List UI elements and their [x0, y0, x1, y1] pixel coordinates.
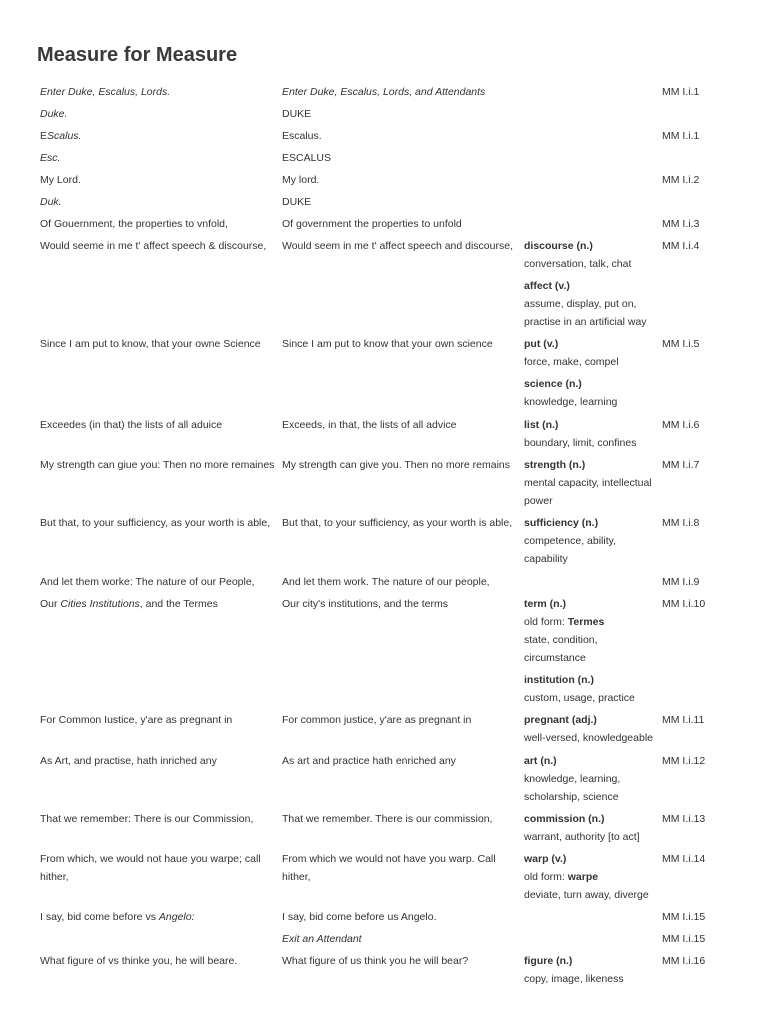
glossary-cell	[524, 752, 662, 810]
modern-text	[282, 335, 524, 416]
modern-line: From which we would not have you warp. Call hither,	[282, 853, 496, 883]
glossary-cell	[524, 416, 662, 456]
folio-text	[0, 193, 282, 215]
table-row	[0, 752, 768, 810]
glossary-entry	[524, 277, 662, 331]
table-row	[0, 416, 768, 456]
glossary-cell	[524, 127, 662, 149]
folio-text	[0, 105, 282, 127]
glossary-entry	[524, 514, 662, 568]
line-reference: MM I.i.5	[662, 338, 700, 350]
glossary-cell	[524, 952, 662, 992]
folio-text	[0, 711, 282, 752]
glossary-cell	[524, 171, 662, 193]
glossary-cell	[524, 930, 662, 952]
folio-text	[0, 215, 282, 237]
modern-text	[282, 127, 524, 149]
page-title: Measure for Measure	[37, 44, 238, 66]
modern-line: My strength can give you. Then no more remains	[282, 459, 511, 471]
modern-line: Our city's institutions, and the terms	[282, 598, 448, 610]
glossary-old-form	[524, 868, 662, 886]
table-row	[0, 810, 768, 850]
glossary-definition: deviate, turn away, diverge	[524, 889, 649, 901]
folio-italic: Cities Institutions	[60, 598, 140, 610]
modern-line: For common justice, y'are as pregnant in	[282, 714, 472, 726]
modern-line: But that, to your sufficiency, as your worth is able,	[282, 517, 513, 529]
modern-text	[282, 416, 524, 456]
folio-text	[0, 908, 282, 930]
table-row	[0, 105, 768, 127]
modern-text	[282, 171, 524, 193]
glossary-entry	[524, 237, 662, 273]
folio-line: For Common Iustice, y'are as pregnant in	[40, 714, 233, 726]
glossary-entry	[524, 850, 662, 904]
modern-line: Of government the properties to unfold	[282, 218, 462, 230]
table-row	[0, 711, 768, 752]
glossary-cell	[524, 514, 662, 573]
folio-line: As Art, and practise, hath inriched any	[40, 755, 217, 767]
folio-line: What figure of vs thinke you, he will beare.	[40, 955, 238, 967]
line-reference: MM I.i.3	[662, 218, 700, 230]
line-reference: MM I.i.8	[662, 517, 700, 529]
glossary-headword: institution (n.)	[524, 674, 594, 686]
glossary-definition: power	[524, 495, 553, 507]
line-reference: MM I.i.2	[662, 174, 700, 186]
line-reference: MM I.i.7	[662, 459, 700, 471]
folio-text	[0, 83, 282, 105]
glossary-cell	[524, 335, 662, 416]
folio-line: Esc.	[40, 152, 61, 164]
folio-text	[0, 416, 282, 456]
modern-text	[282, 105, 524, 127]
old-form-word: Termes	[567, 616, 605, 628]
line-reference: MM I.i.10	[662, 598, 706, 610]
glossary-cell	[524, 573, 662, 595]
modern-text	[282, 149, 524, 171]
folio-fragment: , and the Termes	[139, 598, 218, 610]
glossary-cell	[524, 237, 662, 335]
glossary-headword: term (n.)	[524, 598, 566, 610]
modern-text	[282, 952, 524, 992]
text-table	[0, 83, 768, 992]
folio-line: Since I am put to know, that your owne Science	[40, 338, 261, 350]
table-row	[0, 456, 768, 514]
line-reference: MM I.i.16	[662, 955, 706, 967]
folio-speaker: Scalus.	[47, 130, 82, 142]
modern-text	[282, 237, 524, 335]
table-row	[0, 595, 768, 711]
table-row	[0, 171, 768, 193]
glossary-definition: copy, image, likeness	[524, 973, 624, 985]
line-reference: MM I.i.1	[662, 86, 700, 98]
glossary-entry	[524, 711, 662, 747]
table-row	[0, 952, 768, 992]
glossary-cell	[524, 105, 662, 127]
glossary-headword: pregnant (adj.)	[524, 714, 597, 726]
line-reference: MM I.i.15	[662, 911, 706, 923]
folio-line: Duke.	[40, 108, 68, 120]
glossary-definition: knowledge, learning	[524, 396, 618, 408]
glossary-headword: affect (v.)	[524, 280, 570, 292]
glossary-definition: custom, usage, practice	[524, 692, 635, 704]
glossary-entry	[524, 416, 662, 452]
glossary-entry	[524, 456, 662, 510]
folio-line: Duk.	[40, 196, 62, 208]
modern-line: And let them work. The nature of our people,	[282, 576, 490, 588]
glossary-cell	[524, 850, 662, 908]
glossary-entry	[524, 335, 662, 371]
modern-text	[282, 595, 524, 711]
modern-text	[282, 711, 524, 752]
glossary-definition: practise in an artificial way	[524, 316, 647, 328]
modern-text	[282, 908, 524, 930]
line-reference: MM I.i.12	[662, 755, 706, 767]
table-row	[0, 850, 768, 908]
glossary-definition: capability	[524, 553, 568, 565]
glossary-definition: knowledge, learning,	[524, 773, 621, 785]
glossary-cell	[524, 908, 662, 930]
table-row	[0, 83, 768, 105]
table-row	[0, 335, 768, 416]
modern-line: Exit an Attendant	[282, 933, 362, 945]
modern-line: What figure of us think you he will bear?	[282, 955, 469, 967]
modern-line: Enter Duke, Escalus, Lords, and Attendants	[282, 86, 486, 98]
modern-text	[282, 514, 524, 573]
glossary-headword: strength (n.)	[524, 459, 586, 471]
table-row	[0, 215, 768, 237]
folio-text	[0, 171, 282, 193]
glossary-definition: scholarship, science	[524, 791, 619, 803]
table-row	[0, 149, 768, 171]
glossary-definition: state, condition,	[524, 634, 598, 646]
glossary-headword: science (n.)	[524, 378, 582, 390]
old-form-word: warpe	[567, 871, 599, 883]
modern-text	[282, 456, 524, 514]
glossary-entry	[524, 752, 662, 806]
modern-line: DUKE	[282, 196, 312, 208]
folio-fragment: I say, bid come before vs	[40, 911, 159, 923]
glossary-definition: boundary, limit, confines	[524, 437, 637, 449]
old-form-label: old form:	[524, 871, 568, 883]
folio-fragment: Our	[40, 598, 61, 610]
modern-text	[282, 193, 524, 215]
folio-text	[0, 573, 282, 595]
folio-text	[0, 456, 282, 514]
folio-text	[0, 149, 282, 171]
glossary-headword: warp (v.)	[524, 853, 567, 865]
glossary-definition: warrant, authority [to act]	[524, 831, 640, 843]
glossary-headword: put (v.)	[524, 338, 559, 350]
glossary-cell	[524, 193, 662, 215]
folio-italic: Angelo:	[158, 911, 195, 923]
folio-line: Of Gouernment, the properties to vnfold,	[40, 218, 228, 230]
glossary-entry	[524, 375, 662, 411]
table-row	[0, 193, 768, 215]
modern-line: DUKE	[282, 108, 312, 120]
table-row	[0, 127, 768, 149]
table-row	[0, 237, 768, 335]
glossary-definition: force, make, compel	[524, 356, 619, 368]
glossary-cell	[524, 215, 662, 237]
glossary-cell	[524, 810, 662, 850]
folio-line: Would seeme in me t' affect speech & discourse,	[40, 240, 267, 252]
folio-line: That we remember: There is our Commission,	[40, 813, 254, 825]
glossary-definition: circumstance	[524, 652, 586, 664]
modern-line: Exceeds, in that, the lists of all advice	[282, 419, 457, 431]
modern-text	[282, 850, 524, 908]
glossary-cell	[524, 595, 662, 711]
line-reference: MM I.i.15	[662, 933, 706, 945]
folio-text	[0, 850, 282, 908]
glossary-definition: mental capacity, intellectual	[524, 477, 652, 489]
glossary-entry	[524, 810, 662, 846]
glossary-headword: sufficiency (n.)	[524, 517, 599, 529]
line-reference: MM I.i.6	[662, 419, 700, 431]
glossary-headword: list (n.)	[524, 419, 559, 431]
table-row	[0, 908, 768, 930]
folio-line: My strength can giue you: Then no more remaines	[40, 459, 275, 471]
folio-line: Exceedes (in that) the lists of all aduice	[40, 419, 223, 431]
folio-text	[0, 930, 282, 952]
old-form-label: old form:	[524, 616, 568, 628]
glossary-cell	[524, 456, 662, 514]
glossary-cell	[524, 711, 662, 752]
glossary-definition: conversation, talk, chat	[524, 258, 632, 270]
folio-line: From which, we would not haue you warpe; call hither,	[40, 853, 261, 883]
folio-line: But that, to your sufficiency, as your worth is able,	[40, 517, 271, 529]
glossary-headword: commission (n.)	[524, 813, 605, 825]
modern-line: That we remember. There is our commission,	[282, 813, 493, 825]
glossary-cell	[524, 149, 662, 171]
folio-initial: E	[40, 130, 48, 142]
folio-text	[0, 752, 282, 810]
folio-text	[0, 127, 282, 149]
glossary-entry	[524, 595, 662, 667]
line-reference	[662, 105, 752, 127]
folio-text	[0, 335, 282, 416]
modern-line: I say, bid come before us Angelo.	[282, 911, 437, 923]
folio-text	[0, 237, 282, 335]
line-reference: MM I.i.14	[662, 853, 706, 865]
table-row	[0, 514, 768, 573]
modern-line: Would seem in me t' affect speech and discourse,	[282, 240, 513, 252]
folio-line: And let them worke: The nature of our People,	[40, 576, 255, 588]
glossary-headword: discourse (n.)	[524, 240, 593, 252]
modern-text	[282, 83, 524, 105]
folio-line: Enter Duke, Escalus, Lords.	[40, 86, 171, 98]
modern-line: Since I am put to know that your own science	[282, 338, 493, 350]
modern-text	[282, 930, 524, 952]
glossary-definition: assume, display, put on,	[524, 298, 637, 310]
glossary-definition: well-versed, knowledgeable	[524, 732, 653, 744]
glossary-headword: figure (n.)	[524, 955, 573, 967]
modern-text	[282, 810, 524, 850]
glossary-entry	[524, 952, 662, 988]
folio-text	[0, 514, 282, 573]
line-reference: MM I.i.13	[662, 813, 706, 825]
table-row	[0, 930, 768, 952]
folio-line: My Lord.	[40, 174, 81, 186]
modern-text	[282, 752, 524, 810]
modern-line: ESCALUS	[282, 152, 332, 164]
modern-line: Escalus.	[282, 130, 322, 142]
folio-text	[0, 595, 282, 711]
glossary-headword: art (n.)	[524, 755, 557, 767]
line-reference: MM I.i.4	[662, 240, 700, 252]
line-reference	[662, 149, 752, 171]
folio-text	[0, 952, 282, 992]
modern-line: As art and practice hath enriched any	[282, 755, 456, 767]
line-reference: MM I.i.1	[662, 130, 700, 142]
glossary-old-form	[524, 613, 662, 631]
modern-text	[282, 573, 524, 595]
line-reference	[662, 193, 752, 215]
glossary-definition: competence, ability,	[524, 535, 617, 547]
table-row	[0, 573, 768, 595]
modern-text	[282, 215, 524, 237]
line-reference: MM I.i.11	[662, 714, 705, 726]
folio-text	[0, 810, 282, 850]
modern-line: My lord.	[282, 174, 320, 186]
glossary-entry	[524, 671, 662, 707]
line-reference: MM I.i.9	[662, 576, 700, 588]
glossary-cell	[524, 83, 662, 105]
